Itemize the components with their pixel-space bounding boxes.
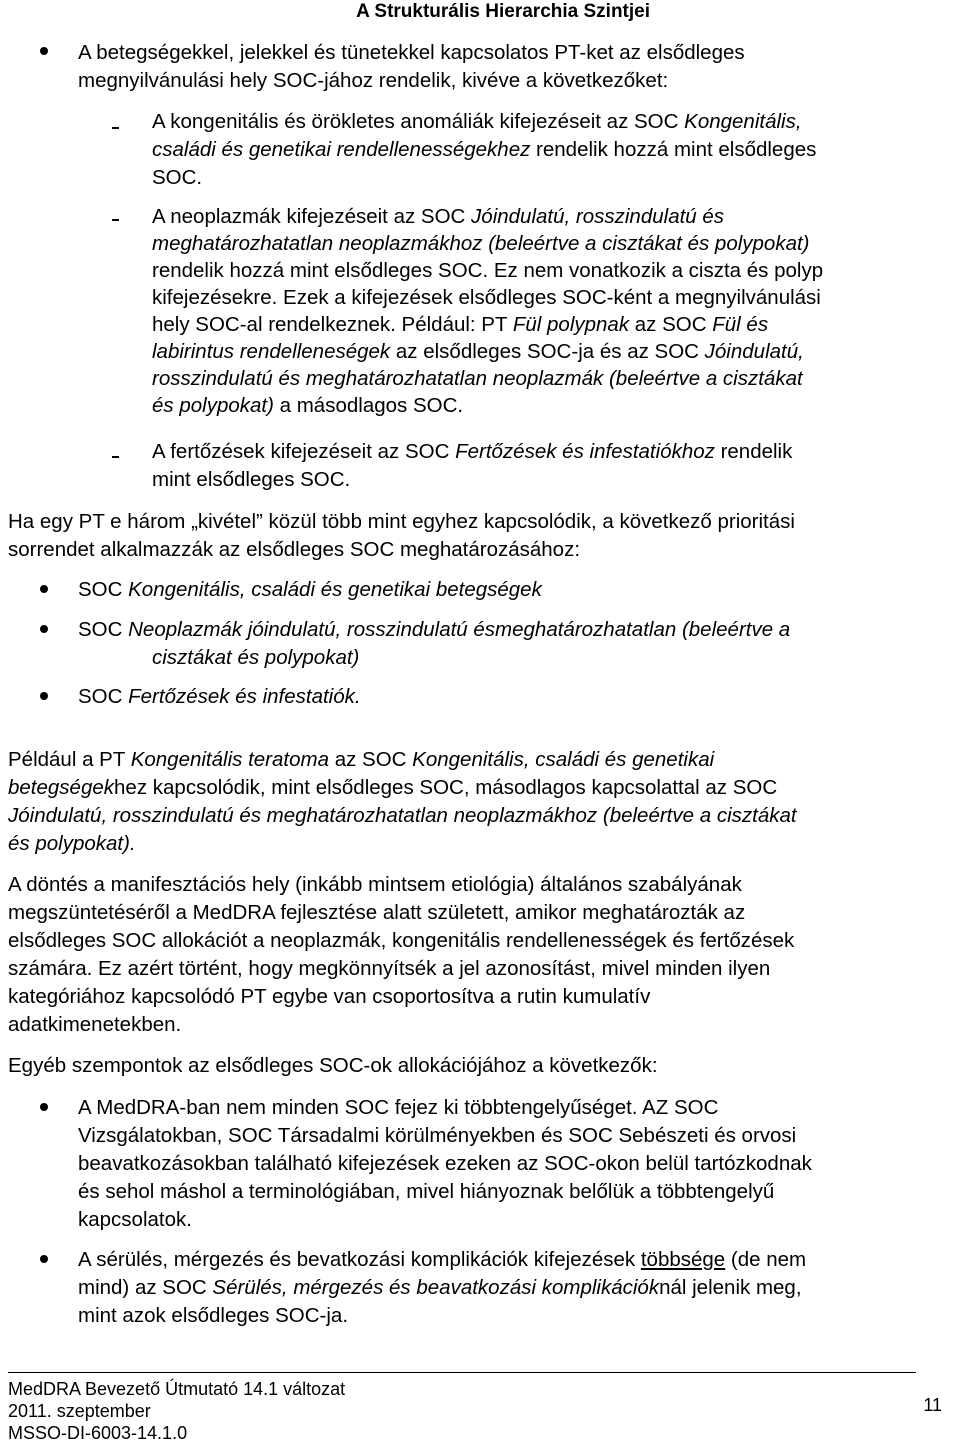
- text: SOC: [78, 618, 129, 641]
- soc-name: Kongenitális, családi és genetikai: [412, 748, 715, 771]
- text: A sérülés, mérgezés és bevatkozási komplikációk kifejezések: [78, 1248, 641, 1271]
- soc-name: és polypokat).: [8, 832, 136, 855]
- page-number: 11: [923, 1395, 942, 1415]
- text: mind) az SOC: [78, 1276, 213, 1299]
- text: rendelik: [714, 440, 793, 463]
- dash-marker: [112, 127, 119, 129]
- bullet-dot: [40, 625, 48, 633]
- bullet-dot: [40, 1255, 48, 1263]
- text: a másodlagos SOC.: [273, 394, 464, 417]
- decision-paragraph: [8, 871, 794, 1039]
- text: Például a PT: [8, 748, 131, 771]
- text: (de nem: [725, 1248, 807, 1271]
- footer-doc-id: MSSO-DI-6003-14.1.0: [8, 1423, 188, 1443]
- bullet-dot: [40, 47, 48, 55]
- text: rendelik hozzá mint elsődleges: [530, 138, 817, 161]
- text-line: sorrendet alkalmazzák az elsődleges SOC meghatározásához:: [8, 538, 581, 561]
- sub-item-infection: [152, 438, 792, 494]
- text-line: beavatkozásokban található kifejezések ezeken az SOC-okon belül tartózkodnak: [78, 1152, 812, 1175]
- text-line: és sehol máshol a terminológiában, mivel hiányoznak belőlük a többtengelyű: [78, 1180, 775, 1203]
- soc-name: Kongenitális,: [684, 110, 802, 133]
- soc-name: Fül és: [712, 313, 769, 336]
- text-line: megszüntetéséről a MedDRA fejlesztése alatt született, amikor meghatározták az: [8, 901, 746, 924]
- text-line: SOC.: [152, 166, 203, 189]
- bullet-dot: [40, 585, 48, 593]
- text-line: A döntés a manifesztációs hely (inkább mintsem etiológia) általános szabályának: [8, 873, 742, 896]
- text-line: adatkimenetekben.: [8, 1013, 182, 1036]
- soc-name: labirintus rendelleneségek: [152, 340, 391, 363]
- text: hez kapcsolódik, mint elsődleges SOC, másodlagos kapcsolattal az SOC: [114, 776, 778, 799]
- text-line: számára. Ez azért történt, hogy megkönnyítsék a jel azonosítást, mivel minden ilyen: [8, 957, 771, 980]
- text-line: Ha egy PT e három „kivétel” közül több mint egyhez kapcsolódik, a következő prioritási: [8, 510, 795, 533]
- text-line: megnyilvánulási hely SOC-jához rendelik, kivéve a következőket:: [78, 69, 669, 92]
- dash-marker: [112, 219, 119, 221]
- other-item-multiaxial: [78, 1094, 812, 1234]
- soc-name: Fertőzések és infestatiókhoz: [455, 440, 715, 463]
- soc-name: meghatározhatatlan neoplazmákhoz (beleértve a cisztákat és polypokat): [152, 232, 810, 255]
- other-item-injury: [78, 1246, 806, 1330]
- soc-name: Jóindulatú, rosszindulatú és meghatározhatatlan neoplazmákhoz (beleértve a cisztákat: [8, 804, 797, 827]
- soc-name: Fertőzések és infestatiók.: [128, 685, 361, 708]
- soc-name: cisztákat és polypokat): [152, 646, 360, 669]
- example-paragraph: [8, 746, 797, 858]
- text: SOC: [78, 578, 129, 601]
- text-line: mint azok elsődleges SOC-ja.: [78, 1304, 349, 1327]
- underlined-text: többsége: [640, 1248, 726, 1271]
- footer-doc-title: MedDRA Bevezető Útmutató 14.1 változat: [8, 1379, 346, 1399]
- bullet-dot: [40, 1103, 48, 1111]
- other-aspects-heading: [8, 1052, 658, 1080]
- text: A kongenitális és örökletes anomáliák kifejezéseit az SOC: [152, 110, 685, 133]
- text-line: kifejezésekre. Ezek a kifejezések elsődleges SOC-ként a megnyilvánulási: [152, 286, 821, 309]
- page-header-title: A Strukturális Hierarchia Szintjei: [356, 1, 650, 22]
- text-line: mint elsődleges SOC.: [152, 468, 351, 491]
- text: az SOC: [629, 313, 713, 336]
- soc-name: Sérülés, mérgezés és beavatkozási komplikációk: [212, 1276, 660, 1299]
- pt-name: Fül polypnak: [512, 313, 630, 336]
- text-line: A MedDRA-ban nem minden SOC fejez ki többtengelyűséget. AZ SOC: [78, 1096, 719, 1119]
- text-line: rendelik hozzá mint elsődleges SOC. Ez nem vonatkozik a ciszta és polyp: [152, 259, 824, 282]
- bullet-dot: [40, 692, 48, 700]
- text-line: kategóriához kapcsolódó PT egybe van csoportosítva a rutin kumulatív: [8, 985, 651, 1008]
- soc-name: és polypokat): [152, 394, 274, 417]
- soc-name: rosszindulatú és meghatározhatatlan neoplazmák (beleértve a cisztákat: [152, 367, 803, 390]
- dash-marker: [112, 456, 119, 458]
- soc-name: betegségek: [8, 776, 115, 799]
- soc-name: Kongenitális, családi és genetikai betegségek: [128, 578, 542, 601]
- footer-divider: [8, 1372, 916, 1373]
- text-line: Vizsgálatokban, SOC Társadalmi körülményekben és SOC Sebészeti és orvosi: [78, 1124, 797, 1147]
- priority-intro-paragraph: [8, 508, 795, 564]
- soc-name: Neoplazmák jóindulatú, rosszindulatú ésmeghatározhatatlan (beleértve a: [128, 618, 791, 641]
- priority-item-neoplasm: [78, 616, 790, 672]
- soc-name: Jóindulatú,: [704, 340, 804, 363]
- text: az elsődleges SOC-ja és az SOC: [390, 340, 705, 363]
- soc-name: családi és genetikai rendellenességekhez: [152, 138, 531, 161]
- sub-item-neoplasm: [152, 203, 823, 419]
- text: nál jelenik meg,: [659, 1276, 802, 1299]
- text: az SOC: [329, 748, 413, 771]
- text-line: kapcsolatok.: [78, 1208, 192, 1231]
- priority-item-congenital: [78, 576, 542, 604]
- priority-item-infection: [78, 683, 361, 711]
- text-line: A betegségekkel, jelekkel és tünetekkel kapcsolatos PT-ket az elsődleges: [78, 41, 745, 64]
- text: hely SOC-al rendelkeznek. Például: PT: [152, 313, 513, 336]
- pt-name: Kongenitális teratoma: [130, 748, 329, 771]
- intro-bullet-text: [78, 39, 745, 95]
- text: A neoplazmák kifejezéseit az SOC: [152, 205, 472, 228]
- text-line: Egyéb szempontok az elsődleges SOC-ok allokációjához a következők:: [8, 1054, 658, 1077]
- text-line: elsődleges SOC allokációt a neoplazmák, kongenitális rendellenességek és fertőzések: [8, 929, 795, 952]
- text: A fertőzések kifejezéseit az SOC: [152, 440, 456, 463]
- soc-name: Jóindulatú, rosszindulatú és: [471, 205, 725, 228]
- sub-item-congenital: [152, 108, 816, 192]
- text: SOC: [78, 685, 129, 708]
- footer-date: 2011. szeptember: [8, 1401, 151, 1421]
